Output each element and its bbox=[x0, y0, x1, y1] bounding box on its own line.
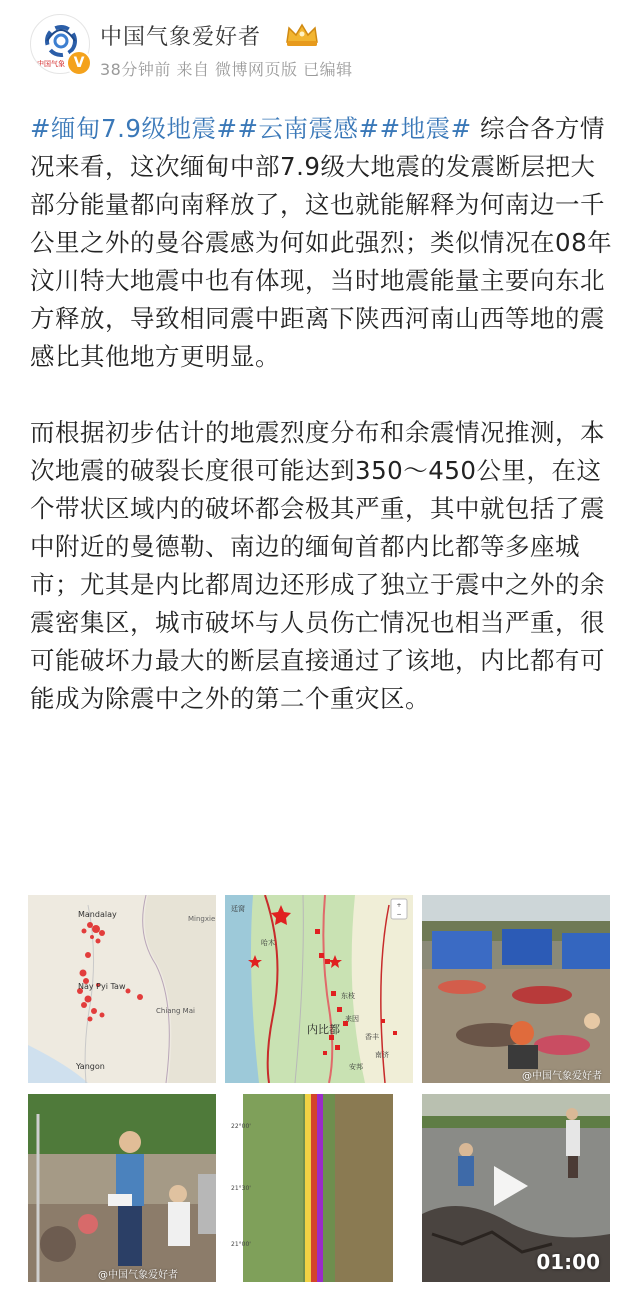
play-icon[interactable] bbox=[494, 1166, 528, 1206]
watermark: @中国气象爱好者 bbox=[522, 1071, 602, 1082]
video-duration: 01:00 bbox=[536, 1250, 600, 1274]
city-label-hamu: 哈木 bbox=[261, 939, 275, 947]
lat-tick: 21°00' bbox=[231, 1241, 251, 1248]
crown-icon[interactable] bbox=[284, 22, 320, 48]
city-label-anbang: 安邦 bbox=[349, 1063, 363, 1071]
hashtag-link[interactable]: #缅甸7.9级地震# bbox=[30, 114, 238, 143]
fault-map-image[interactable] bbox=[225, 895, 413, 1083]
casualties-photo[interactable] bbox=[422, 895, 610, 1083]
lat-tick: 22°00' bbox=[231, 1123, 251, 1130]
verified-badge: V bbox=[66, 50, 92, 76]
lat-tick: 21°30' bbox=[231, 1185, 251, 1192]
road-damage-video[interactable] bbox=[422, 1094, 610, 1282]
svg-text:+: + bbox=[396, 902, 402, 909]
rescue-photo[interactable] bbox=[28, 1094, 216, 1282]
city-label-naypyitaw: Nay Pyi Taw bbox=[78, 982, 126, 991]
post-header bbox=[0, 0, 640, 90]
city-label-mandalay: Mandalay bbox=[78, 910, 117, 919]
post-meta: 38分钟前 来自 微博网页版 已编辑 bbox=[100, 60, 353, 79]
city-label-laiyin: 来因 bbox=[345, 1015, 359, 1023]
svg-text:−: − bbox=[396, 911, 402, 918]
paragraph-1 bbox=[30, 110, 618, 376]
hashtag-link[interactable]: #云南震感# bbox=[237, 114, 380, 143]
city-label-chiangmai: Chiang Mai bbox=[156, 1007, 195, 1015]
watermark: @中国气象爱好者 bbox=[98, 1270, 178, 1281]
city-label-nanzi: 南济 bbox=[375, 1051, 389, 1059]
city-label-dongzhi: 东枝 bbox=[341, 992, 355, 1000]
city-label-yangon: Yangon bbox=[76, 1062, 105, 1071]
image-grid bbox=[28, 895, 612, 1285]
hashtag-link[interactable]: #地震# bbox=[379, 114, 472, 143]
city-label-naypyidaw: 内比都 bbox=[307, 1023, 340, 1036]
city-label-tingwo: 廷窝 bbox=[231, 905, 245, 913]
username[interactable]: 中国气象爱好者 bbox=[100, 25, 262, 50]
intensity-map-image[interactable] bbox=[28, 895, 216, 1083]
city-label-mingxie: Mingxie bbox=[188, 915, 216, 923]
paragraph-1-text: 综合各方情况来看，这次缅甸中部7.9级大地震的发震断层把大部分能量都向南释放了，这也就能解释为何南边一千公里之外的曼谷震感为何如此强烈；类似情况在08年汶川特大地震中也有体现，当时地震能量主要向东北方释放，导致相同震中距离下陕西河南山西等地的震感比其他地方更明显。 bbox=[30, 114, 613, 371]
paragraph-2: 而根据初步估计的地震烈度分布和余震情况推测，本次地震的破裂长度很可能达到350～450公里，在这个带状区域内的破坏都会极其严重，其中就包括了震中附近的曼德勒、南边的缅甸首都内比都等多座城市；尤其是内比都周边还形成了独立于震中之外的余震密集区，城市破坏与人员伤亡情况也相当严重，很可能破坏力最大的断层直接通过了该地，内比都有可能成为除震中之外的第二个重灾区。 bbox=[30, 418, 605, 713]
avatar-caption: 中国气象 bbox=[37, 60, 65, 68]
satellite-deformation-image[interactable] bbox=[225, 1094, 413, 1282]
city-label-xiangfeng: 香丰 bbox=[365, 1033, 379, 1041]
post-body bbox=[30, 110, 618, 718]
